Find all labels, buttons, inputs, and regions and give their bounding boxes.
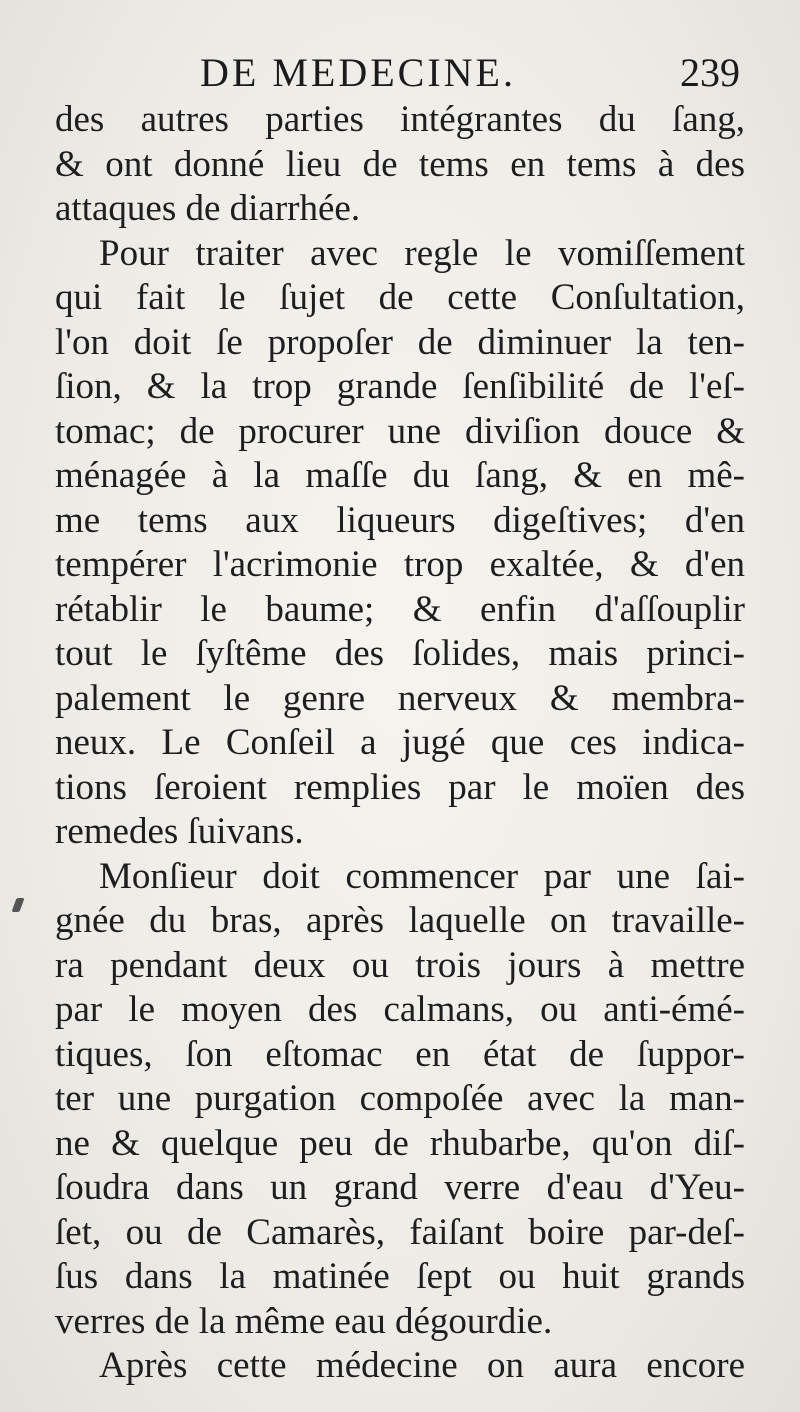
text-line: ſion, & la trop grande ſenſibilité de l'eſ- [55, 366, 745, 407]
text-line: tomac; de procurer une diviſion douce & [55, 410, 745, 452]
margin-mark [11, 898, 24, 912]
text-line: ſet, ou de Camarès, faiſant boire par-deſ- [55, 1211, 745, 1253]
text-line: tout le ſyſtême des ſolides, mais princi- [55, 633, 745, 674]
text-line: tempérer l'acrimonie trop exaltée, & d'en [55, 544, 745, 585]
text-line: ménagée à la maſſe du ſang, & en mê- [55, 455, 745, 496]
text-line: des autres parties intégrantes du ſang, [55, 99, 745, 140]
text-line: remedes ſuivans. [55, 811, 304, 852]
page-number: 239 [680, 50, 740, 95]
text-line: ra pendant deux ou trois jours à mettre [55, 944, 745, 986]
text-line: tions ſeroient remplies par le moïen des [55, 766, 745, 808]
text-line: tiques, ſon eſtomac en état de ſuppor- [55, 1033, 745, 1075]
text-line: ne & quelque peu de rhubarbe, qu'on diſ- [55, 1122, 745, 1164]
text-line: & ont donné lieu de tems en tems à des [55, 143, 745, 185]
text-line: Pour traiter avec regle le vomiſſement [99, 232, 745, 274]
text-line: me tems aux liqueurs digeſtives; d'en [55, 499, 745, 541]
text-line: ſoudra dans un grand verre d'eau d'Yeu- [55, 1167, 745, 1208]
running-title: DE MEDECINE. [200, 50, 516, 95]
text-line: Après cette médecine on aura encore [99, 1345, 745, 1386]
text-line: attaques de diarrhée. [55, 188, 361, 229]
text-line: rétablir le baume; & enfin d'aſſouplir [55, 588, 745, 630]
body-text [55, 98, 745, 1389]
text-line: ter une purgation compoſée avec la man- [55, 1078, 745, 1119]
text-line: Monſieur doit commencer par une ſai- [99, 855, 745, 897]
text-line: gnée du bras, après laquelle on travaille- [55, 900, 745, 941]
text-line: l'on doit ſe propoſer de diminuer la ten- [55, 321, 745, 363]
text-line: neux. Le Conſeil a jugé que ces indica- [55, 722, 745, 763]
page-header [0, 48, 800, 98]
text-line: ſus dans la matinée ſept ou huit grands [55, 1256, 745, 1297]
text-line: par le moyen des calmans, ou anti-émé- [55, 989, 745, 1030]
text-line: palement le genre nerveux & membra- [55, 677, 745, 719]
text-line: verres de la même eau dégourdie. [55, 1300, 553, 1342]
text-line: qui fait le ſujet de cette Conſultation, [55, 277, 745, 318]
